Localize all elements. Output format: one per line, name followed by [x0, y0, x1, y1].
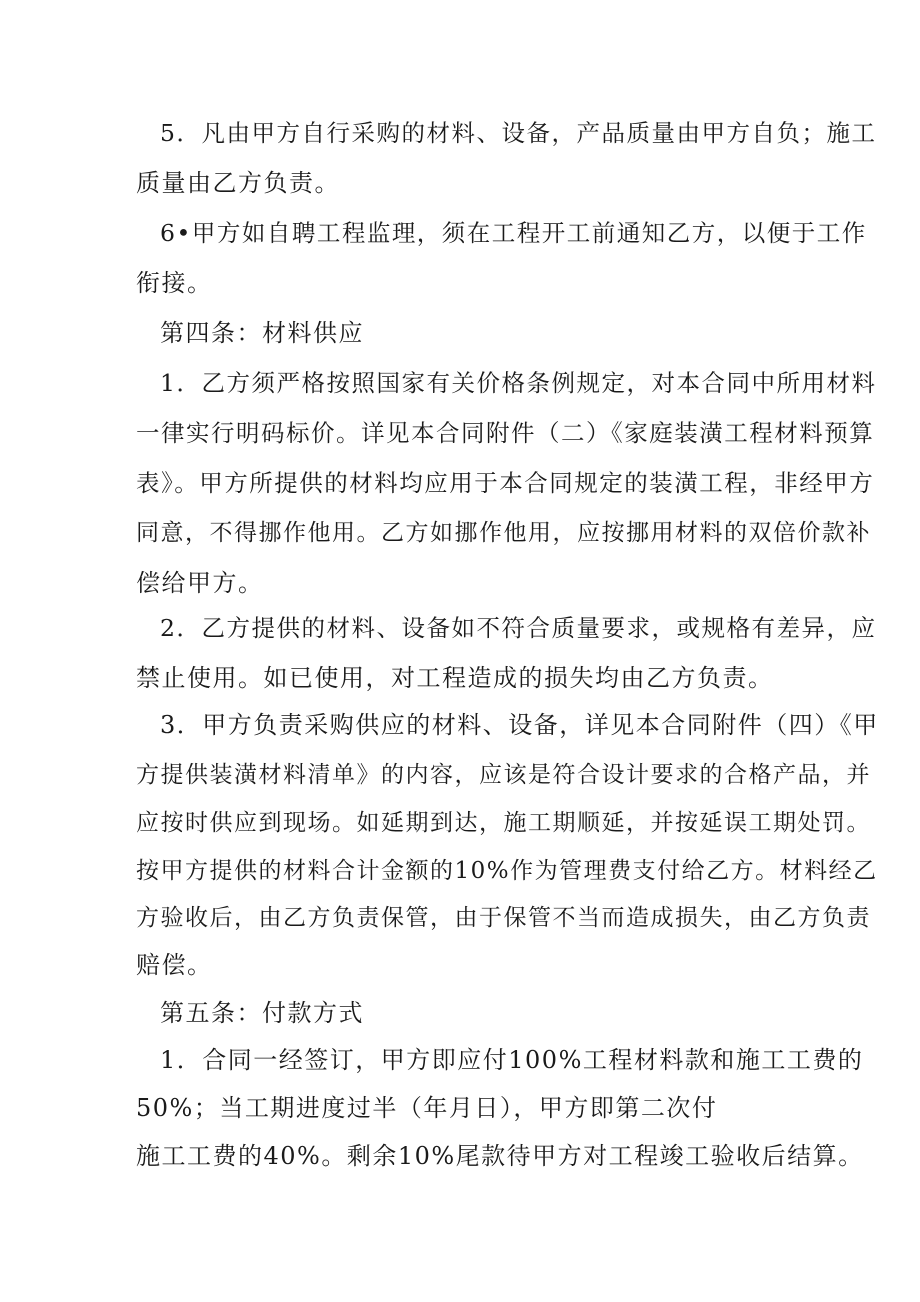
text-line: 方验收后，由乙方负责保管，由于保管不当而造成损失，由乙方负责	[136, 905, 871, 931]
text-line: 5．凡由甲方自行采购的材料、设备，产品质量由甲方自负；施工	[160, 119, 877, 147]
text-line: 偿给甲方。	[136, 569, 264, 597]
text-line: 2．乙方提供的材料、设备如不符合质量要求，或规格有差异，应	[160, 614, 877, 642]
section-heading: 第四条：材料供应	[160, 319, 364, 347]
text-line: 表》。甲方所提供的材料均应用于本合同规定的装潢工程，非经甲方	[136, 469, 875, 497]
text-line: 3．甲方负责采购供应的材料、设备，详见本合同附件（四）《甲	[160, 711, 879, 739]
text-line: 赔偿。	[136, 951, 213, 979]
text-line: 方提供装潢材料清单》的内容，应该是符合设计要求的合格产品，并	[136, 762, 871, 788]
text-line: 1．乙方须严格按照国家有关价格条例规定，对本合同中所用材料	[160, 369, 877, 397]
text-line: 6•甲方如自聘工程监理，须在工程开工前通知乙方，以便于工作	[160, 219, 867, 247]
text-line: 1．合同一经签订，甲方即应付100%工程材料款和施工工费的	[160, 1046, 864, 1074]
text-line: 一律实行明码标价。详见本合同附件（二）《家庭装潢工程材料预算	[136, 419, 875, 447]
text-line: 应按时供应到现场。如延期到达，施工期顺延，并按延误工期处罚。	[136, 810, 871, 836]
text-line: 禁止使用。如已使用，对工程造成的损失均由乙方负责。	[136, 664, 774, 692]
text-line: 50%；当工期进度过半（年月日），甲方即第二次付	[136, 1094, 718, 1122]
text-line: 按甲方提供的材料合计金额的10%作为管理费支付给乙方。材料经乙	[136, 858, 878, 884]
text-line: 质量由乙方负责。	[136, 169, 340, 197]
text-line: 同意，不得挪作他用。乙方如挪作他用，应按挪用材料的双倍价款补	[136, 520, 871, 546]
text-line: 衔接。	[136, 269, 213, 297]
section-heading: 第五条：付款方式	[160, 999, 364, 1027]
text-line: 施工工费的40%。剩余10%尾款待甲方对工程竣工验收后结算。	[136, 1142, 864, 1170]
